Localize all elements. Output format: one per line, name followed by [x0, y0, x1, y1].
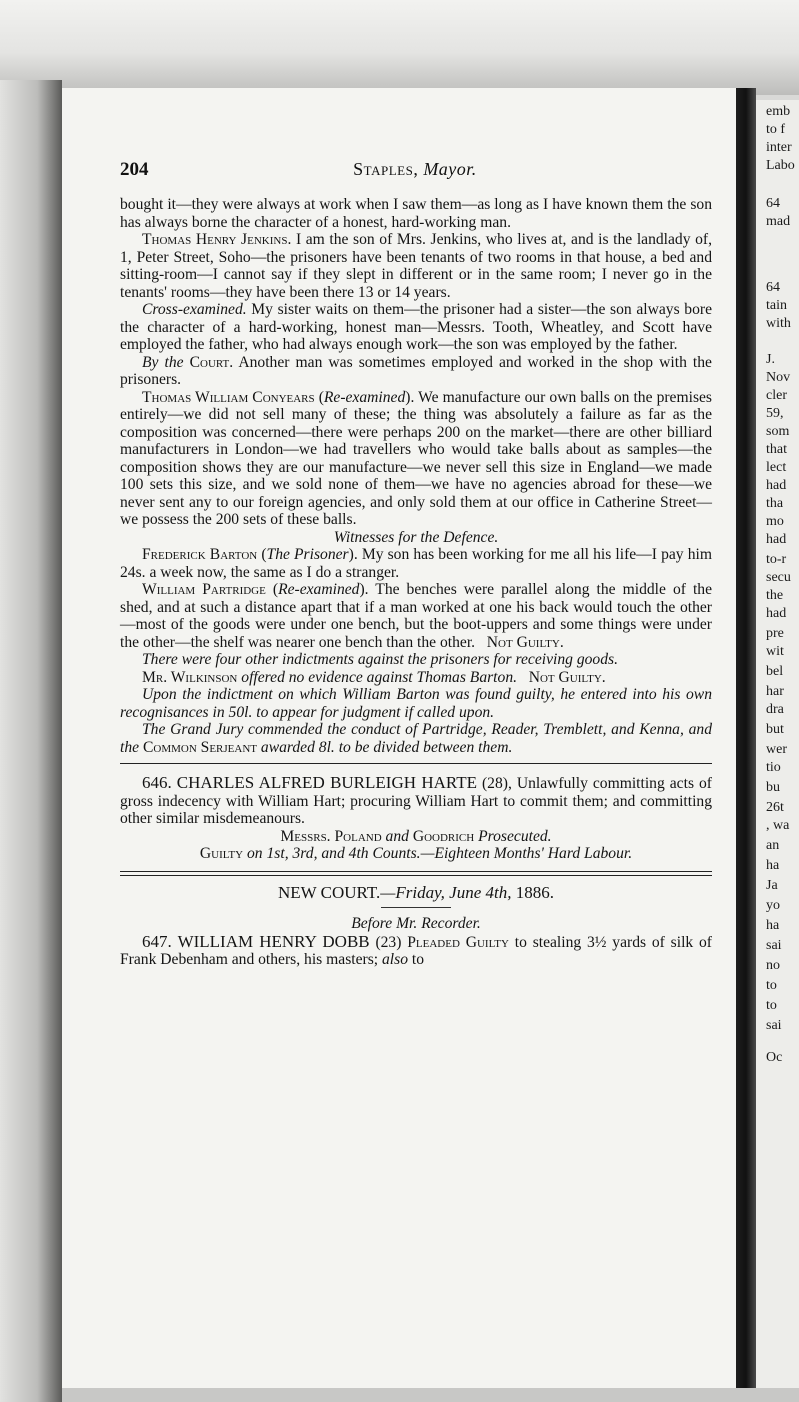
court-date: —Friday, June 4th, — [380, 882, 512, 902]
paragraph — [120, 354, 712, 389]
running-head — [120, 159, 710, 180]
section-heading: Witnesses for the Defence. — [333, 528, 499, 546]
facing-page-fragment: Nov — [766, 370, 791, 385]
facing-page-fragment: to — [766, 978, 777, 993]
facing-page-fragment: sai — [766, 938, 782, 953]
scan-top-margin — [0, 0, 799, 95]
facing-page-fragment: wer — [766, 742, 787, 757]
facing-page-fragment: had — [766, 478, 787, 493]
short-rule — [381, 907, 451, 909]
witness-name: Thomas William Conyears — [142, 388, 315, 406]
facing-page-fragment: had — [766, 532, 787, 547]
facing-page-fragment: tha — [766, 496, 784, 511]
paragraph-text: offered no evidence against Thomas Barton. — [237, 668, 518, 686]
case-646 — [120, 774, 712, 863]
double-divider — [120, 871, 712, 876]
facing-page-fragment: that — [766, 442, 787, 457]
witness-name: William Partridge — [142, 581, 266, 598]
verdict: Not Guilty. — [486, 633, 564, 651]
defendant-name: WILLIAM HENRY DOBB — [177, 931, 370, 951]
facing-page-fragment: Labo — [766, 158, 795, 173]
facing-page-fragment: wit — [766, 644, 784, 659]
facing-page-fragment: mo — [766, 514, 784, 529]
facing-page-fragment: the — [766, 588, 784, 603]
facing-page-fragment: cler — [766, 388, 787, 403]
facing-page-fragment: no — [766, 958, 780, 973]
paragraph — [120, 301, 712, 354]
scan-bottom-edge — [62, 1388, 799, 1402]
defendant-name: CHARLES ALFRED BURLEIGH HARTE — [176, 773, 477, 792]
facing-page-fragment: som — [766, 424, 790, 439]
book-gutter — [736, 88, 756, 1398]
case-647 — [120, 933, 712, 969]
facing-page-fragment: tain — [766, 298, 787, 313]
paragraph-text: We manufacture our own balls on the premises entirely—we did not sell many of these; the thing was absolutely a failure as far as the composition was concerned—there were perhaps 200 on the market—there are other billiard manufacturers in London—we had travellers who would take balls about as samples—the composition shows they are our manufacture—we never sell this size in England—we made 100 sets this size, and we sold none of them—we have no agencies abroad for these—we never sent any to our foreign agencies, and only sold them at our office in Catherine Street—we possess the 200 sets of these balls. — [120, 388, 713, 528]
facing-page-fragment: ha — [766, 858, 780, 873]
counsel-role: Prosecuted. — [474, 827, 552, 845]
paragraph: Upon the indictment on which William Barton was found guilty, he entered into his own recognisances in 50l. to appear for judgment if called upon. — [120, 686, 712, 721]
facing-page-fragment: , wa — [766, 818, 790, 833]
counsel-name: Goodrich — [412, 827, 475, 845]
witness-name: Frederick Barton — [142, 546, 258, 563]
facing-page-fragment: to f — [766, 122, 786, 137]
witness-name: Thomas Henry Jenkins. — [142, 231, 292, 248]
facing-page-fragment: emb — [766, 104, 791, 119]
court-name: NEW COURT. — [278, 882, 381, 902]
sentence: on 1st, 3rd, and 4th Counts.—Eighteen Months' Hard Labour. — [243, 845, 633, 862]
scan-left-edge — [0, 80, 62, 1402]
facing-page-fragment: inter — [766, 140, 792, 155]
facing-page-fragment: Ja — [766, 878, 778, 893]
paragraph: Frederick Barton (The Prisoner). My son has been working for me all his life—I pay him 24s. a week now, the same as I do a stranger. — [120, 546, 712, 581]
facing-page-fragment: with — [766, 316, 791, 331]
facing-page-fragment: bu — [766, 780, 780, 795]
facing-page-fragment: J. — [766, 352, 775, 367]
defendant-age: (23) — [375, 933, 402, 951]
charge-text: to stealing 3½ yards of silk of Frank Debenham and others, his masters; — [120, 933, 712, 968]
counsel-name: Messrs. Poland — [280, 827, 382, 845]
facing-page-fragment: lect — [766, 460, 787, 475]
official-title: Common Serjeant — [142, 738, 257, 756]
paragraph — [120, 669, 712, 687]
exam-label: Re-examined — [278, 581, 360, 598]
before-line: Before Mr. Recorder. — [351, 915, 481, 932]
paragraph-text: Another man was sometimes employed and worked in the shop with the prisoners. — [120, 353, 712, 388]
verdict-line — [120, 845, 712, 863]
facing-page-fragment: 59, — [766, 406, 784, 421]
facing-page-fragment: 26t — [766, 800, 784, 815]
paragraph — [120, 231, 712, 301]
case-number: 647. — [142, 931, 172, 951]
paragraph — [120, 721, 712, 756]
facing-page-fragment: to-r — [766, 552, 787, 567]
facing-page-fragment: tio — [766, 760, 781, 775]
exam-label: By the — [142, 353, 184, 371]
plea: Pleaded Guilty — [407, 933, 509, 951]
paragraph-text: The Grand Jury commended the conduct of Partridge, Reader, Tremblett, and Kenna, and the — [120, 721, 712, 756]
exam-label: Re-examined — [323, 388, 406, 406]
court-year: 1886. — [511, 882, 554, 902]
facing-page-fragment: dra — [766, 702, 784, 717]
paragraph-text: The benches were parallel along the middle of the shed, and at such a distance apart that if a man worked at one his back would touch the other—most of the goods were under one bench, but the boot-uppers and some things were under the other—the shelf was nearer one bench than the other. — [120, 581, 712, 651]
case-number: 646. — [142, 773, 172, 792]
facing-page-fragment: mad — [766, 214, 791, 229]
paragraph-text: My sister waits on them—the prisoner had a sister—the son always bore the character of a hard-working, honest man—Messrs. Tooth, Wheatley, and Scott have employed the father, who had always enough work—the son was employed by the father. — [120, 301, 712, 353]
verdict: Not Guilty. — [528, 668, 606, 686]
facing-page-fragment: har — [766, 684, 784, 699]
verdict: Guilty — [199, 845, 244, 862]
page-number: 204 — [120, 159, 149, 180]
running-head-name: Staples, — [353, 159, 419, 179]
defendant-age: (28), — [481, 775, 512, 792]
paragraph-text: awarded 8l. to be divided between them. — [257, 738, 513, 756]
paragraph: bought it—they were always at work when I saw them—as long as I have known them the son has always borne the character of a honest, hard-working man. — [120, 196, 712, 231]
facing-page-fragment: 64 — [766, 196, 780, 211]
facing-page-fragment: ha — [766, 918, 780, 933]
divider — [120, 763, 712, 764]
facing-page-fragment: to — [766, 998, 777, 1013]
counsel-and: and — [381, 827, 413, 845]
charge-text: Unlawfully committing acts of gross indecency with William Hart; procuring William Hart to commit them; and committing other similar misdemeanours. — [120, 775, 712, 827]
running-head-title: Mayor. — [423, 159, 477, 179]
exam-label: Cross-examined. — [142, 301, 247, 318]
court-heading — [120, 884, 712, 902]
facing-page-fragment: had — [766, 606, 787, 621]
facing-page-fragment: Oc — [766, 1050, 783, 1065]
counsel-name: Mr. Wilkinson — [142, 668, 238, 686]
facing-page-fragment: sai — [766, 1018, 782, 1033]
facing-page — [756, 100, 799, 1402]
charge-also: also — [378, 951, 409, 968]
page-body — [120, 196, 712, 969]
facing-page-fragment: 64 — [766, 280, 780, 295]
page-header — [120, 159, 710, 179]
counsel-line — [120, 828, 712, 846]
facing-page-fragment: pre — [766, 626, 784, 641]
paragraph-text: My son has been working for me all his life—I pay him 24s. a week now, the same as I do a stranger. — [120, 546, 712, 581]
facing-page-fragment: yo — [766, 898, 780, 913]
paragraph-text: I am the son of Mrs. Jenkins, who lives at, and is the landlady of, 1, Peter Street, Soho—the prisoners have been tenants of two rooms in that house, a bed and sitting-room—I cannot say if they slept in different or in the same room; I never go in the tenants' rooms—they have been there 13 or 14 years. — [120, 231, 713, 301]
facing-page-fragment: secu — [766, 570, 791, 585]
paragraph: There were four other indictments against the prisoners for receiving goods. — [142, 651, 618, 668]
charge-to: to — [408, 951, 425, 968]
facing-page-fragment: but — [766, 722, 784, 737]
case-heading — [120, 774, 712, 828]
court-label: Court. — [189, 353, 234, 371]
book-page — [62, 88, 736, 1388]
facing-page-fragment: an — [766, 838, 780, 853]
facing-page-fragment: bel — [766, 664, 784, 679]
paragraph: William Partridge (Re-examined). The benches were parallel along the middle of the shed, and at such a distance apart that if a man worked at one his back would touch the other—most of the goods were under one bench, but the boot-uppers and some things were under the other—the shelf was nearer one bench than the other. Not Guilty. — [120, 581, 712, 651]
paragraph: Thomas William Conyears (Re-examined). We manufacture our own balls on the premises entirely—we did not sell many of these; the thing was absolutely a failure as far as the composition was concerned—there were perhaps 200 on the market—there are other billiard manufacturers in London—we had travellers who would take balls about as samples—the composition shows they are our manufacture—we never sell this size in England—we made 100 sets this size, and we sold none of them—we have no agencies abroad for these—we never sent any to our foreign agencies, and only sold them at our office in Catherine Street—we possess the 200 sets of these balls. — [120, 388, 713, 528]
exam-label: The Prisoner — [266, 546, 349, 563]
